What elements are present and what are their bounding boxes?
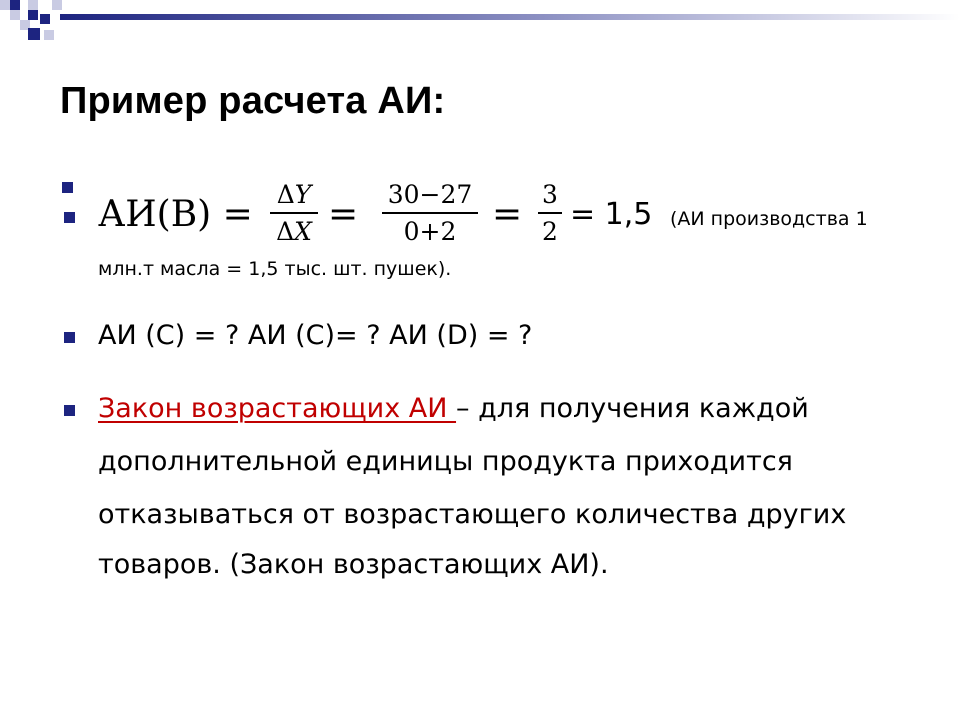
- law-link[interactable]: Закон возрастающих АИ: [98, 393, 457, 424]
- equals-sign: =: [328, 194, 359, 235]
- formula-note-line1: (АИ производства 1: [670, 208, 868, 230]
- bullet-marker: [64, 332, 75, 343]
- fraction-denominator: 2: [542, 217, 558, 246]
- law-line-1: [98, 393, 809, 424]
- formula-result: = 1,5: [570, 197, 653, 232]
- fraction-numerator: 3: [542, 180, 558, 209]
- bullet-marker: [64, 212, 75, 223]
- law-line-3: отказываться от возрастающего количества других: [98, 499, 847, 530]
- fraction-denominator: 0+2: [403, 217, 457, 246]
- slide-title: Пример расчета АИ:: [60, 80, 446, 122]
- bullet-marker: [64, 405, 75, 416]
- fraction-numerator: 30−27: [387, 180, 473, 209]
- law-line-1-rest: – для получения каждой: [456, 393, 809, 424]
- fraction-numerator: ΔY: [276, 180, 312, 209]
- fraction-dy-dx: [270, 180, 318, 247]
- equals-sign: =: [492, 194, 523, 235]
- bullet-questions: АИ (C) = ? АИ (C)= ? АИ (D) = ?: [98, 320, 533, 351]
- fraction-result: [538, 180, 562, 247]
- law-line-2: дополнительной единицы продукта приходится: [98, 446, 793, 477]
- header-decoration: [0, 0, 960, 60]
- formula-lhs: АИ(B) =: [98, 194, 253, 235]
- law-line-4: товаров. (Закон возрастающих АИ).: [98, 549, 609, 580]
- fraction-values: [382, 180, 478, 247]
- formula-note-line2: млн.т масла = 1,5 тыс. шт. пушек).: [98, 258, 452, 280]
- bullet-marker: [62, 182, 73, 193]
- fraction-denominator: ΔX: [276, 217, 312, 246]
